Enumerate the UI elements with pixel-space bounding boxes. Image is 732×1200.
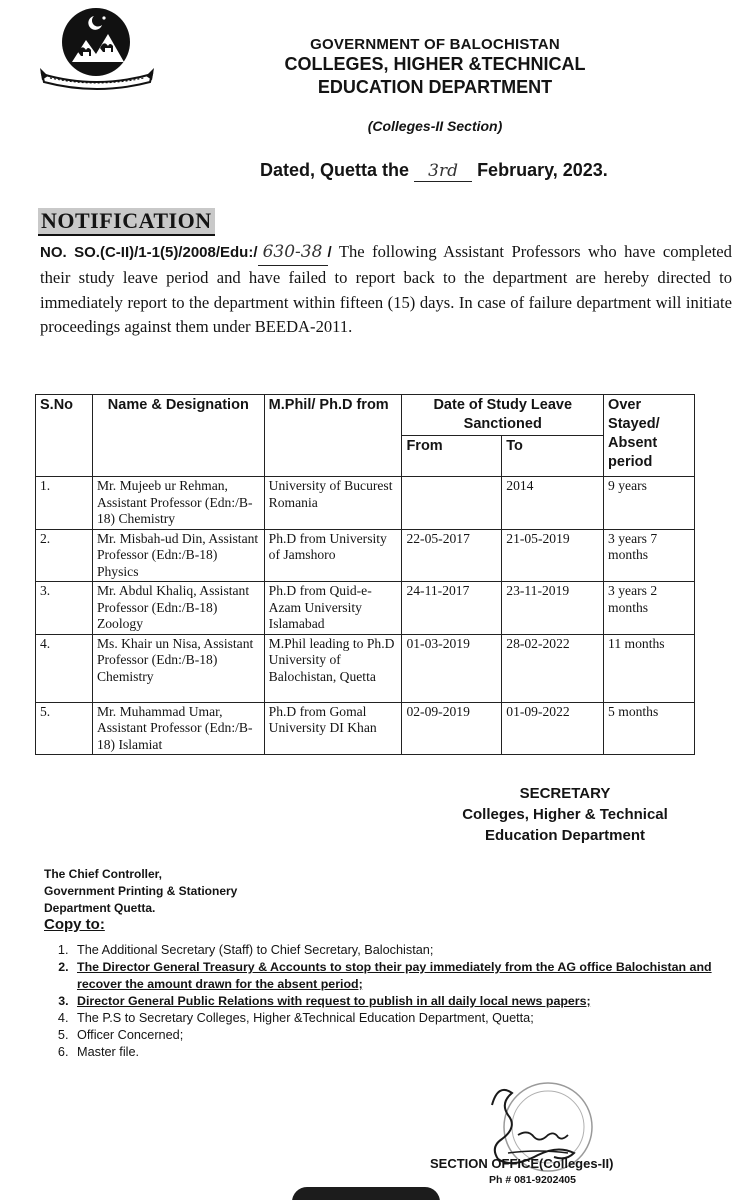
cell-degree: Ph.D from University of Jamshoro xyxy=(264,529,402,582)
addressee-block xyxy=(44,866,237,917)
list-item: 1. The Additional Secretary (Staff) to Chief Secretary, Balochistan; xyxy=(72,942,732,959)
cell-period: 3 years 7 months xyxy=(604,529,695,582)
cell-to: 01-09-2022 xyxy=(502,702,604,755)
header-to: To xyxy=(502,436,604,477)
cell-from: 24-11-2017 xyxy=(402,582,502,635)
signatory-title: SECRETARY xyxy=(519,785,611,802)
list-item: 6. Master file. xyxy=(72,1044,732,1061)
section-name: (Colleges-II Section) xyxy=(367,118,503,134)
date-prefix: Dated, Quetta the xyxy=(260,160,410,180)
cell-period: 3 years 2 months xyxy=(604,582,695,635)
cell-degree: University of Bucurest Romania xyxy=(264,477,402,530)
notification-heading: NOTIFICATION xyxy=(38,208,215,236)
header-from: From xyxy=(402,436,502,477)
cell-to: 23-11-2019 xyxy=(502,582,604,635)
copy-to-list xyxy=(50,942,732,1061)
header-name-designation: Name & Designation xyxy=(92,395,264,477)
cell-degree: Ph.D from Gomal University DI Khan xyxy=(264,702,402,755)
cell-sno: 2. xyxy=(36,529,93,582)
cell-to: 2014 xyxy=(502,477,604,530)
cell-sno: 4. xyxy=(36,634,93,702)
cell-name: Mr. Misbah-ud Din, Assistant Professor (Edn:/B-18) Physics xyxy=(92,529,264,582)
date-day-handwritten: 3rd xyxy=(414,161,472,182)
home-indicator-bar xyxy=(292,1187,440,1200)
list-item: 4. The P.S to Secretary Colleges, Higher &Technical Education Department, Quetta; xyxy=(72,1010,732,1027)
cell-sno: 1. xyxy=(36,477,93,530)
cell-period: 5 months xyxy=(604,702,695,755)
cell-name: Mr. Muhammad Umar, Assistant Professor (Edn:/B-18) Islamiat xyxy=(92,702,264,755)
header-study-leave: Date of Study Leave Sanctioned xyxy=(402,395,604,436)
header-sno: S.No xyxy=(36,395,93,477)
notification-text: The following Assistant Professors who have completed their study leave period and have failed to report back to the department are hereby directed to immediately report to the department within fifteen (15) days. In case of failure department will initiate proceedings against them under BEEDA-2011. xyxy=(40,242,732,337)
table-row xyxy=(36,477,695,530)
notification-number: NO. SO.(C-II)/1-1(5)/2008/Edu:/ xyxy=(40,244,258,261)
table-row xyxy=(36,582,695,635)
addressee-line2: Government Printing & Stationery xyxy=(44,884,238,898)
cell-name: Ms. Khair un Nisa, Assistant Professor (Edn:/B-18) Chemistry xyxy=(92,634,264,702)
header-degree-from: M.Phil/ Ph.D from xyxy=(264,395,402,477)
addressee-line3: Department Quetta. xyxy=(44,901,156,915)
cell-from: 22-05-2017 xyxy=(402,529,502,582)
table-row xyxy=(36,702,695,755)
cell-period: 11 months xyxy=(604,634,695,702)
cell-from xyxy=(402,477,502,530)
addressee-line1: The Chief Controller, xyxy=(44,867,163,881)
copy-to-heading: Copy to: xyxy=(44,916,105,933)
cell-sno: 3. xyxy=(36,582,93,635)
list-item: 3. Director General Public Relations with request to publish in all daily local news papers; xyxy=(72,993,732,1010)
cell-to: 21-05-2019 xyxy=(502,529,604,582)
cell-name: Mr. Mujeeb ur Rehman, Assistant Professor (Edn:/B-18) Chemistry xyxy=(92,477,264,530)
secretary-signature-block xyxy=(420,783,710,846)
date-suffix: February, 2023. xyxy=(477,160,608,180)
balochistan-emblem-icon xyxy=(38,6,156,92)
department-title-line1: COLLEGES, HIGHER &TECHNICAL xyxy=(284,54,586,74)
cell-period: 9 years xyxy=(604,477,695,530)
cell-to: 28-02-2022 xyxy=(502,634,604,702)
table-row xyxy=(36,634,695,702)
signatory-line3: Education Department xyxy=(484,827,646,844)
department-title-line2: EDUCATION DEPARTMENT xyxy=(317,77,553,97)
date-line xyxy=(260,160,608,182)
table-row xyxy=(36,529,695,582)
cell-degree: Ph.D from Quid-e-Azam University Islamabad xyxy=(264,582,402,635)
header-over-stayed: Over Stayed/ Absent period xyxy=(604,395,695,477)
government-title: GOVERNMENT OF BALOCHISTAN xyxy=(310,36,560,53)
section-office-label: SECTION OFFICE(Colleges-II) xyxy=(430,1156,614,1171)
absent-professors-table xyxy=(35,394,695,755)
phone-number: Ph # 081-9202405 xyxy=(489,1174,576,1186)
cell-from: 02-09-2019 xyxy=(402,702,502,755)
notification-number-handwritten: 630-38 xyxy=(258,240,328,266)
cell-sno: 5. xyxy=(36,702,93,755)
signatory-line2: Colleges, Higher & Technical xyxy=(462,806,668,823)
list-item: 5. Officer Concerned; xyxy=(72,1027,732,1044)
cell-name: Mr. Abdul Khaliq, Assistant Professor (Edn:/B-18) Zoology xyxy=(92,582,264,635)
cell-degree: M.Phil leading to Ph.D University of Balochistan, Quetta xyxy=(264,634,402,702)
list-item: 2. The Director General Treasury & Accounts to stop their pay immediately from the AG office Balochistan and recover the amount drawn for the absent period; xyxy=(72,959,732,993)
notification-body: NO. SO.(C-II)/1-1(5)/2008/Edu:/ 630-38 / The following Assistant Professors who have completed their study leave period and have failed to report back to the department are hereby directed to immediately report to the department within fifteen (15) days. In case of failure department will initiate proceedings against them under BEEDA-2011. xyxy=(40,242,732,337)
cell-from: 01-03-2019 xyxy=(402,634,502,702)
